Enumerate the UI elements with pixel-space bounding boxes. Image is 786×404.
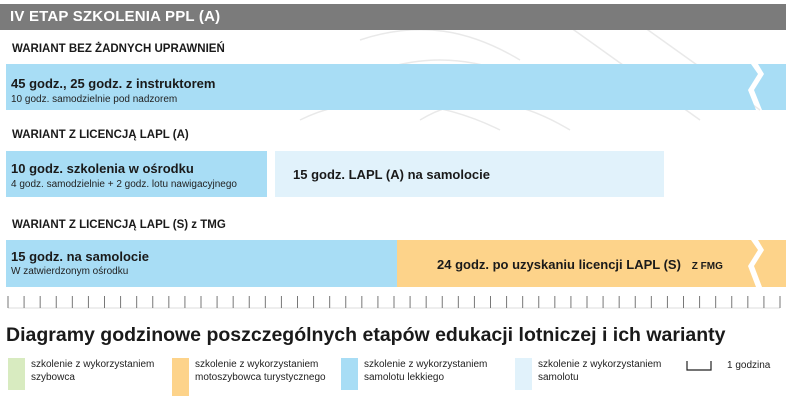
variant-3-segment-2-suffix: Z FMG xyxy=(691,261,723,272)
legend-swatch-samolot xyxy=(515,358,532,390)
variant-3-segment-1-main-label: 15 godz. na samolocie xyxy=(11,249,149,264)
variant-1-segment-continuation xyxy=(754,64,786,110)
hour-unit-bracket-icon xyxy=(686,360,712,372)
variant-2-segment-2-main-label: 15 godz. LAPL (A) na samolocie xyxy=(293,167,490,182)
legend-label-motoszybowiec: szkolenie z wykorzystaniem motoszybowca turystycznego xyxy=(195,359,326,383)
legend-label-samolot: szkolenie z wykorzystaniem samolotu xyxy=(538,359,662,383)
variant-2-segment-1-main-label: 10 godz. szkolenia w ośrodku xyxy=(11,161,194,176)
variant-2-segment-2 xyxy=(275,151,664,197)
variant-title-2: WARIANT Z LICENCJĄ LAPL (A) xyxy=(12,129,189,141)
variant-3-bar xyxy=(6,240,786,287)
variant-1-main-label: 45 godz., 25 godz. z instruktorem xyxy=(11,76,216,91)
legend-swatch-samolot-lekki xyxy=(341,358,358,390)
legend-swatch-szybowiec xyxy=(8,358,25,390)
hour-unit-label: 1 godzina xyxy=(727,360,771,371)
variant-3-segment-continuation xyxy=(754,240,786,287)
variant-3-segment-2-main-label xyxy=(437,257,723,272)
variant-2-segment-1-sub-label: 4 godz. samodzielnie + 2 godz. lotu nawigacyjnego xyxy=(11,179,237,190)
diagram-caption: Diagramy godzinowe poszczególnych etapów edukacji lotniczej i ich warianty xyxy=(6,324,726,346)
variant-2-segment-1 xyxy=(6,151,267,197)
variant-1-bar xyxy=(6,64,786,110)
variant-title-3: WARIANT Z LICENCJĄ LAPL (S) z TMG xyxy=(12,219,226,231)
header-bar xyxy=(0,4,786,30)
legend-label-szybowiec: szkolenie z wykorzystaniem szybowca xyxy=(31,359,155,383)
legend-swatch-motoszybowiec xyxy=(172,358,189,396)
variant-3-segment-2-text: 24 godz. po uzyskaniu licencji LAPL (S) xyxy=(437,257,681,272)
hour-ruler-ticks xyxy=(0,293,786,313)
hour-ruler xyxy=(0,293,786,313)
variant-3-segment-1-sub-label: W zatwierdzonym ośrodku xyxy=(11,266,129,277)
variant-1-sub-label: 10 godz. samodzielnie pod nadzorem xyxy=(11,94,178,105)
legend-label-samolot-lekki: szkolenie z wykorzystaniem samolotu lekkiego xyxy=(364,359,488,383)
page-title: IV ETAP SZKOLENIA PPL (A) xyxy=(10,8,221,25)
variant-title-1: WARIANT BEZ ŻADNYCH UPRAWNIEŃ xyxy=(12,43,225,55)
